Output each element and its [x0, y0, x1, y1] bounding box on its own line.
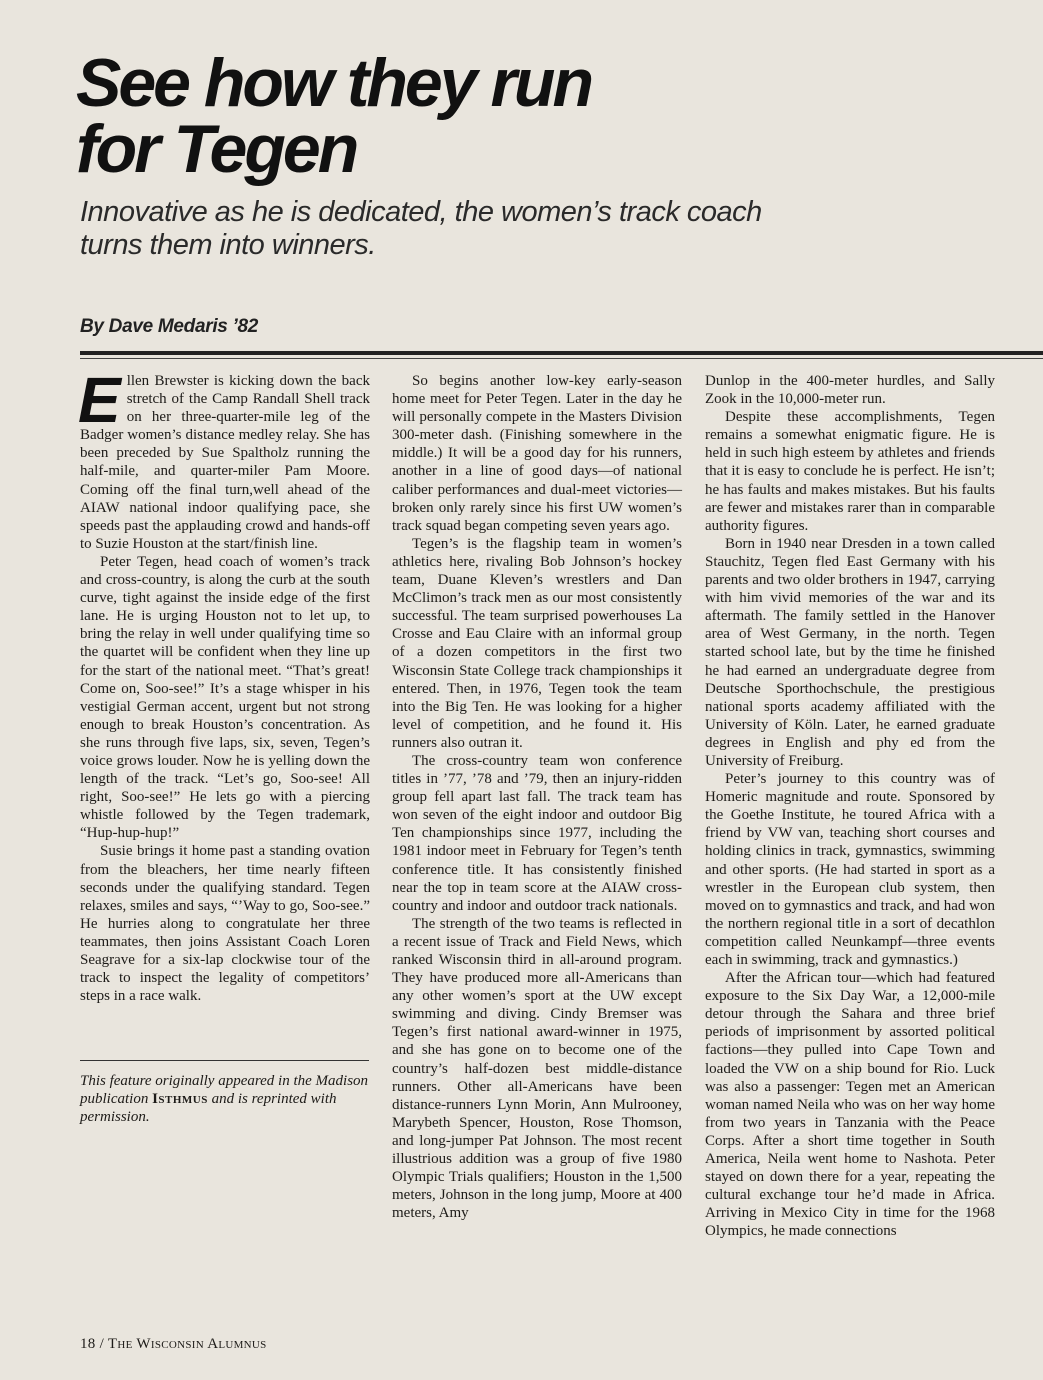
note-text-after: and is reprinted with permission. [80, 1091, 337, 1125]
paragraph: Susie brings it home past a standing ovation from the bleachers, her time nearly fifteen seconds under the qualifying standard. Tegen relaxes, smiles and says, “’Way to go, Soo-see.” He hurries along to congratulate her three teammates, then joins Assistant Coach Loren Seagrave for a six-lap clockwise tour of the track to inspect the legality of competitors’ steps in a race walk. [80, 843, 370, 1005]
paragraph: After the African tour—which had featured exposure to the Six Day War, a 12,000-mile detour through the Sahara and three brief periods of imprisonment by assorted political factions—they pulled into Cape Town and loaded the VW on a ship bound for Rio. Luck was also a passenger: Tegen met an American woman named Neila who was on her way home from two years in Tanzania with the Peace Corps. After a short time together in South America, Neila went home to Nashota. Peter stayed on down there for a year, repeating the cultural exchange tour he’d made in Africa. Arriving in Mexico City in time for the 1968 Olympics, he made connections [705, 970, 995, 1240]
divider-rule-thick [80, 351, 1043, 355]
paragraph: So begins another low-key early-season home meet for Peter Tegen. Later in the day he will personally compete in the Masters Division 300-meter dash. (Finishing somewhere in the middle.) It will be a good day for his runners, another in a line of good days—of national caliber performances and dual-meet victories—broken only rarely since his first UW women’s track squad began competing seven years ago. [392, 373, 682, 534]
note-publication: Isthmus [152, 1091, 208, 1107]
paragraph: The cross-country team won conference titles in ’77, ’78 and ’79, then an injury-ridden group fell apart last fall. The track team has won seven of the eight indoor and outdoor Big Ten championships since 1977, including the 1981 indoor meet in February for Tegen’s tenth conference title. It has consistently finished near the top in team score at the AIAW cross-country and indoor and outdoor track nationals. [392, 752, 682, 914]
paragraph: The strength of the two teams is reflected in a recent issue of Track and Field News, which ranked Wisconsin third in all-around program. They have produced more all-Americans than any other women’s sport at the UW except swimming and diving. Cindy Bremser was Tegen’s first national award-winner in 1975, and she has gone on to become one of the country’s half-dozen best middle-distance runners. Other all-Americans have been distance-runners Lynn Morin, Ann Mulrooney, Marybeth Spencer, Houston, Rose Thomson, and long-jumper Pat Johnson. The most recent illustrious addition was a group of five 1980 Olympic Trials qualifiers; Houston in the 1,500 meters, Johnson in the long jump, Moore at 400 meters, Amy [392, 915, 682, 1222]
headline-line-1: See how they run [76, 45, 591, 121]
article-subhead [80, 196, 900, 262]
paragraph: Despite these accomplishments, Tegen remains a somewhat enigmatic figure. He is held in such high esteem by athletes and friends that it is easy to conclude he is perfect. He isn’t; he has faults and makes mistakes. But his faults are fewer and mistakes rarer than in comparable authority figures. [705, 409, 995, 534]
page-folio: 18 / The Wisconsin Alumnus [80, 1336, 267, 1352]
divider-rule-thin [80, 358, 1043, 359]
note-divider [80, 1060, 369, 1061]
paragraph [78, 364, 370, 553]
headline-line-2: for Tegen [76, 111, 357, 187]
note-text-before: This feature originally appeared in the Madison publication [80, 1073, 369, 1107]
paragraph: Peter Tegen, head coach of women’s track and cross-country, is along the curb at the south curve, tight against the inside edge of the first lane. He is urging Houston not to let up, to bring the relay in well under qualifying time so the quartet will be confident when they line up for the start of the national meet. “That’s great! Come on, Soo-see!” It’s a stage whisper in his vestigial German accent, urgent but not strong enough to break Houston’s concentration. As she runs through five laps, six, seven, Tegen’s voice grows louder. Now he is yelling down the length of the track. “Let’s go, Soo-see! All right, Soo-see!” He lets go with a piercing whistle followed by the Tegen trademark, “Hup-hup-hup!” [80, 553, 370, 842]
subhead-line-2: turns them into winners. [80, 229, 376, 261]
article-headline [76, 45, 776, 187]
article-column-3 [705, 372, 995, 1241]
reprint-note [80, 1072, 370, 1126]
paragraph: Tegen’s is the flagship team in women’s athletics here, rivaling Bob Johnson’s hockey team, Duane Kleven’s wrestlers and Dan McClimon’s track men as our most consistently successful. The team surprised powerhouses La Crosse and Eau Claire with an informal group of a dozen competitors in the first two Wisconsin State College track championships it entered. Then, in 1976, Tegen took the team into the Big Ten. He was looking for a higher level of competition, and he found it. His runners also outran it. [392, 535, 682, 751]
subhead-line-1: Innovative as he is dedicated, the women’s track coach [80, 196, 762, 228]
paragraph: Dunlop in the 400-meter hurdles, and Sally Zook in the 10,000-meter run. [705, 373, 995, 408]
paragraph: Peter’s journey to this country was of Homeric magnitude and route. Sponsored by the Goethe Institute, he toured Africa with a friend by VW van, teaching short courses and holding clinics in track, gymnastics, swimming and other sports. (He had started in sport as a wrestler in the European club system, then moved on to gymnastics and track, and had won the northern regional title in a sort of decathlon competition called Neunkampf—three events each in swimming, track and gymnastics.) [705, 771, 995, 968]
article-column-2 [392, 372, 682, 1222]
paragraph: Born in 1940 near Dresden in a town called Stauchitz, Tegen fled East Germany with his parents and two older brothers in 1947, carrying with him vivid memories of the war and its aftermath. The family settled in the Hanover area of West Germany, in the north. Tegen started school late, but by the time he finished he had earned an undergraduate degree from Deutsche Sporthochschule, the prestigious national sports academy affiliated with the University of Köln. Later, he earned graduate degrees in English and phy ed from the University of Freiburg. [705, 535, 995, 769]
article-column-1 [78, 364, 370, 1005]
drop-cap: E [78, 364, 121, 436]
byline: By Dave Medaris ’82 [80, 316, 259, 337]
paragraph-text: llen Brewster is kicking down the back stretch of the Camp Randall Shell track on her three-quarter-mile leg of the Badger women’s distance medley relay. She has been preceded by Sue Spaltholz running the half-mile, and quarter-miler Pam Moore. Coming off the final turn,well ahead of the AIAW national indoor qualifying pace, she speeds past the applauding crowd and hands-off to Suzie Houston at the start/finish line. [80, 373, 370, 552]
